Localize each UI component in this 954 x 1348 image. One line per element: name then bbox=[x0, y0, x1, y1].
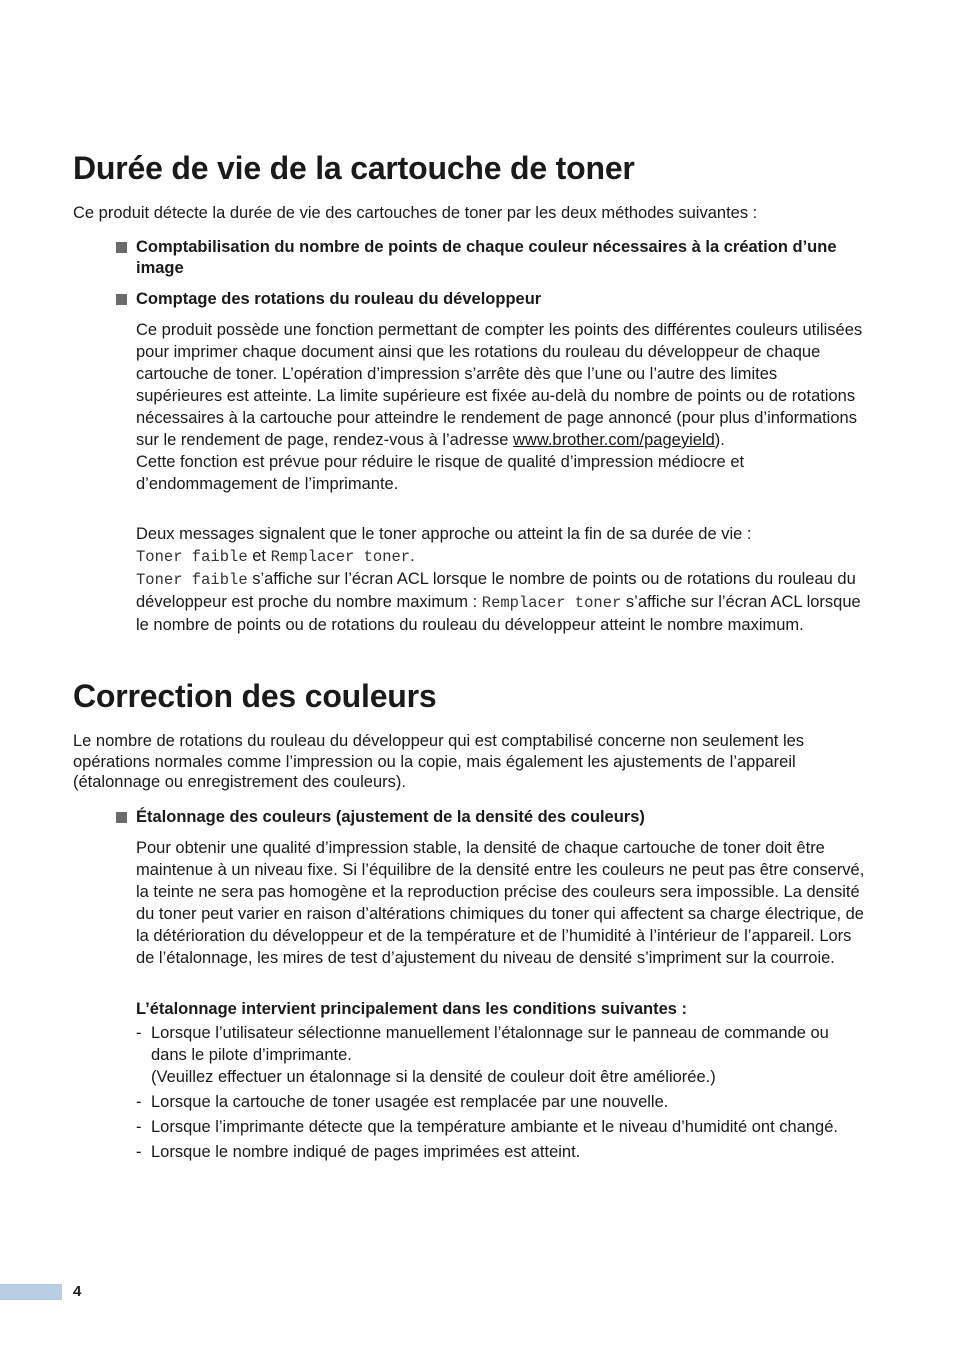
paragraph-text bbox=[136, 319, 866, 451]
period: . bbox=[410, 547, 415, 565]
bullet-square-icon bbox=[116, 812, 127, 823]
messages-explanation bbox=[136, 568, 866, 636]
bullet-text: Comptabilisation du nombre de points de chaque couleur nécessaires à la création d’une image bbox=[136, 238, 837, 277]
explanation-text: s’affiche sur l’écran ACL lorsque le nombre de points ou de rotations du rouleau du développeur atteint le nombre maximum. bbox=[136, 593, 861, 634]
page-number: 4 bbox=[73, 1283, 82, 1300]
list-item bbox=[136, 1141, 866, 1163]
section-intro-toner-life: Ce produit détecte la durée de vie des cartouches de toner par les deux méthodes suivantes : bbox=[73, 204, 758, 222]
messages-list bbox=[136, 545, 866, 568]
toner-life-paragraph bbox=[136, 319, 866, 495]
paragraph-text-part: ). bbox=[714, 431, 725, 449]
bullet-dot-count bbox=[116, 237, 866, 279]
calibration-paragraph: Pour obtenir une qualité d’impression stable, la densité de chaque cartouche de toner doit être maintenue à un niveau fixe. Si l’équilibre de la densité entre les couleurs ne peut pas être conservé, la teinte ne sera pas homogène et la reproduction précise des couleurs sera impossible. La densité du toner peut varier en raison d’altérations chimiques du toner qui affectent sa charge électrique, de la détérioration du développeur et de la température et de l’humidité à l’intérieur de l’appareil. Lors de l’étalonnage, les mires de test d’ajustement du niveau de densité s’impriment sur la courroie. bbox=[136, 839, 865, 967]
msg-replace-toner: Remplacer toner bbox=[270, 548, 411, 566]
bullet-square-icon bbox=[116, 294, 127, 305]
list-item bbox=[136, 1022, 866, 1088]
bullet-text: Comptage des rotations du rouleau du développeur bbox=[136, 290, 542, 308]
list-item-text: Lorsque le nombre indiqué de pages imprimées est atteint. bbox=[151, 1143, 581, 1161]
section-title-toner-life: Durée de vie de la cartouche de toner bbox=[73, 150, 635, 186]
list-item-text: Lorsque la cartouche de toner usagée est remplacée par une nouvelle. bbox=[151, 1093, 669, 1111]
msg-toner-low: Toner faible bbox=[136, 548, 248, 566]
msg-replace-toner: Remplacer toner bbox=[481, 594, 622, 612]
dash-marker: - bbox=[136, 1024, 142, 1042]
bullet-roller-rotation bbox=[116, 289, 866, 310]
explanation-text: s’affiche sur l’écran ACL lorsque le nombre de points ou de rotations du rouleau du développeur est proche du nombre maximum : bbox=[136, 570, 856, 611]
section-title-color-correction: Correction des couleurs bbox=[73, 678, 437, 714]
toner-messages-paragraph bbox=[136, 523, 866, 636]
bullet-text: Étalonnage des couleurs (ajustement de la densité des couleurs) bbox=[136, 808, 645, 826]
dash-marker: - bbox=[136, 1143, 142, 1161]
conditions-title: L’étalonnage intervient principalement dans les conditions suivantes : bbox=[136, 1000, 688, 1018]
list-item-note: (Veuillez effectuer un étalonnage si la densité de couleur doit être améliorée.) bbox=[151, 1068, 716, 1086]
list-item bbox=[136, 1091, 866, 1113]
section-intro-color-correction: Le nombre de rotations du rouleau du développeur qui est comptabilisé concerne non seulement les opérations normales comme l’impression ou la copie, mais également les ajustements de l’appareil (étalonnage ou enregistrement des couleurs). bbox=[73, 732, 805, 791]
paragraph-text-part: Ce produit possède une fonction permettant de compter les points des différentes couleurs utilisées pour imprimer chaque document ainsi que les rotations du rouleau du développeur de chaque cartouche de toner. L’opération d’impression s’arrête dès que l’une ou l’autre des limites supérieures est atteinte. La limite supérieure est fixée au-delà du nombre de points ou de rotations nécessaires à la cartouche pour atteindre le rendement de page annoncé (pour plus d’informations sur le rendement de page, rendez-vous à l’adresse bbox=[136, 321, 863, 449]
pageyield-link[interactable]: www.brother.com/pageyield bbox=[512, 431, 715, 449]
paragraph-text: Cette fonction est prévue pour réduire le risque de qualité d’impression médiocre et d’endommagement de l’imprimante. bbox=[136, 453, 745, 493]
messages-intro: Deux messages signalent que le toner approche ou atteint la fin de sa durée de vie : bbox=[136, 525, 752, 543]
msg-toner-low: Toner faible bbox=[136, 571, 248, 589]
page-number-bar bbox=[0, 1284, 62, 1300]
dash-marker: - bbox=[136, 1118, 142, 1136]
word-and: et bbox=[252, 547, 266, 565]
list-item bbox=[136, 1116, 866, 1138]
bullet-calibration bbox=[116, 807, 866, 828]
bullet-square-icon bbox=[116, 242, 127, 253]
list-item-text: Lorsque l’utilisateur sélectionne manuellement l’étalonnage sur le panneau de commande ou dans le pilote d’imprimante. bbox=[151, 1024, 829, 1064]
conditions-list bbox=[136, 1022, 866, 1166]
list-item-text: Lorsque l’imprimante détecte que la température ambiante et le niveau d’humidité ont changé. bbox=[151, 1118, 838, 1136]
list-item-content bbox=[151, 1022, 866, 1088]
dash-marker: - bbox=[136, 1093, 142, 1111]
